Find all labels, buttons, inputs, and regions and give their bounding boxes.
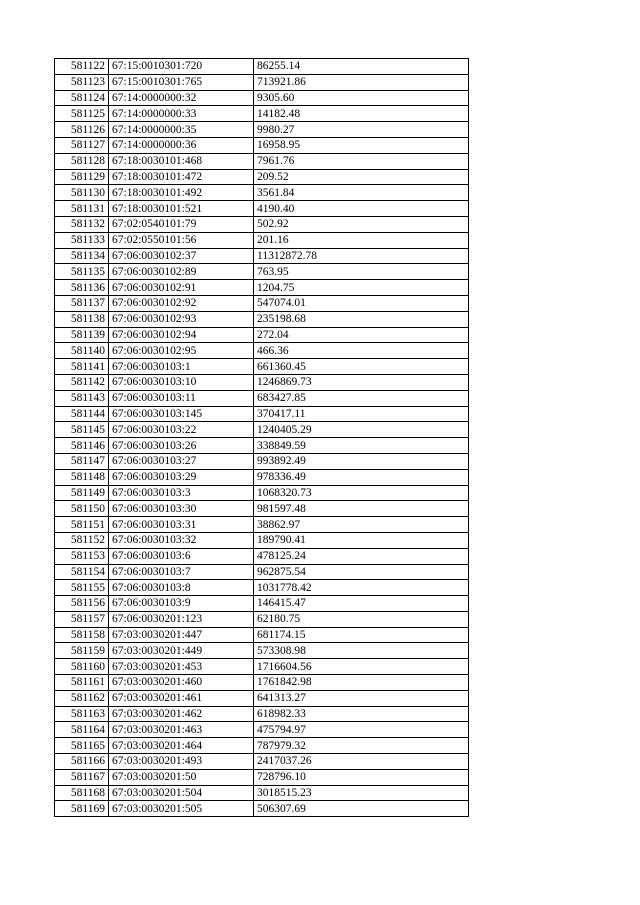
table-row [55, 59, 469, 75]
cadastral-number-cell: 67:03:0030201:460 [109, 675, 254, 691]
cadastral-number-cell: 67:06:0030102:93 [109, 311, 254, 327]
row-id-cell: 581143 [55, 390, 109, 406]
row-id-cell: 581135 [55, 264, 109, 280]
table-row [55, 769, 469, 785]
cadastral-number-cell: 67:06:0030103:9 [109, 596, 254, 612]
row-id-cell: 581163 [55, 706, 109, 722]
row-id-cell: 581164 [55, 722, 109, 738]
row-id-cell: 581157 [55, 611, 109, 627]
data-table [54, 58, 469, 817]
row-id-cell: 581129 [55, 169, 109, 185]
table-row [55, 501, 469, 517]
cadastral-number-cell: 67:03:0030201:453 [109, 659, 254, 675]
cadastral-number-cell: 67:06:0030103:31 [109, 517, 254, 533]
value-cell: 189790.41 [254, 532, 469, 548]
row-id-cell: 581147 [55, 453, 109, 469]
row-id-cell: 581162 [55, 690, 109, 706]
cadastral-number-cell: 67:06:0030102:91 [109, 280, 254, 296]
row-id-cell: 581169 [55, 801, 109, 817]
value-cell: 11312872.78 [254, 248, 469, 264]
cadastral-number-cell: 67:14:0000000:35 [109, 122, 254, 138]
row-id-cell: 581158 [55, 627, 109, 643]
table-row [55, 185, 469, 201]
value-cell: 7961.76 [254, 153, 469, 169]
cadastral-number-cell: 67:06:0030102:94 [109, 327, 254, 343]
value-cell: 1204.75 [254, 280, 469, 296]
table-body [55, 59, 469, 817]
value-cell: 38862.97 [254, 517, 469, 533]
table-row [55, 438, 469, 454]
value-cell: 506307.69 [254, 801, 469, 817]
table-row [55, 469, 469, 485]
value-cell: 713921.86 [254, 74, 469, 90]
table-row [55, 564, 469, 580]
cadastral-number-cell: 67:03:0030201:461 [109, 690, 254, 706]
value-cell: 502.92 [254, 216, 469, 232]
table-row [55, 517, 469, 533]
cadastral-number-cell: 67:03:0030201:447 [109, 627, 254, 643]
row-id-cell: 581138 [55, 311, 109, 327]
value-cell: 201.16 [254, 232, 469, 248]
value-cell: 9305.60 [254, 90, 469, 106]
row-id-cell: 581142 [55, 374, 109, 390]
value-cell: 235198.68 [254, 311, 469, 327]
table-row [55, 548, 469, 564]
cadastral-number-cell: 67:06:0030103:6 [109, 548, 254, 564]
row-id-cell: 581146 [55, 438, 109, 454]
table-row [55, 596, 469, 612]
cadastral-number-cell: 67:14:0000000:32 [109, 90, 254, 106]
cadastral-number-cell: 67:14:0000000:33 [109, 106, 254, 122]
row-id-cell: 581151 [55, 517, 109, 533]
row-id-cell: 581141 [55, 359, 109, 375]
row-id-cell: 581150 [55, 501, 109, 517]
cadastral-number-cell: 67:06:0030103:26 [109, 438, 254, 454]
row-id-cell: 581152 [55, 532, 109, 548]
row-id-cell: 581155 [55, 580, 109, 596]
cadastral-number-cell: 67:06:0030103:145 [109, 406, 254, 422]
table-row [55, 675, 469, 691]
table-row [55, 232, 469, 248]
row-id-cell: 581166 [55, 754, 109, 770]
value-cell: 993892.49 [254, 453, 469, 469]
table-row [55, 422, 469, 438]
row-id-cell: 581156 [55, 596, 109, 612]
row-id-cell: 581161 [55, 675, 109, 691]
cadastral-number-cell: 67:06:0030103:7 [109, 564, 254, 580]
value-cell: 9980.27 [254, 122, 469, 138]
row-id-cell: 581122 [55, 59, 109, 75]
value-cell: 3018515.23 [254, 785, 469, 801]
row-id-cell: 581130 [55, 185, 109, 201]
row-id-cell: 581126 [55, 122, 109, 138]
value-cell: 14182.48 [254, 106, 469, 122]
cadastral-number-cell: 67:03:0030201:462 [109, 706, 254, 722]
table-row [55, 754, 469, 770]
row-id-cell: 581165 [55, 738, 109, 754]
cadastral-number-cell: 67:03:0030201:505 [109, 801, 254, 817]
table-row [55, 122, 469, 138]
row-id-cell: 581159 [55, 643, 109, 659]
cadastral-number-cell: 67:06:0030102:89 [109, 264, 254, 280]
row-id-cell: 581140 [55, 343, 109, 359]
table-row [55, 248, 469, 264]
value-cell: 62180.75 [254, 611, 469, 627]
value-cell: 1068320.73 [254, 485, 469, 501]
cadastral-number-cell: 67:06:0030103:30 [109, 501, 254, 517]
table-row [55, 801, 469, 817]
table-row [55, 374, 469, 390]
value-cell: 962875.54 [254, 564, 469, 580]
value-cell: 1761842.98 [254, 675, 469, 691]
value-cell: 86255.14 [254, 59, 469, 75]
table-row [55, 611, 469, 627]
cadastral-number-cell: 67:18:0030101:521 [109, 201, 254, 217]
value-cell: 728796.10 [254, 769, 469, 785]
table-row [55, 406, 469, 422]
value-cell: 787979.32 [254, 738, 469, 754]
row-id-cell: 581137 [55, 295, 109, 311]
value-cell: 981597.48 [254, 501, 469, 517]
value-cell: 4190.40 [254, 201, 469, 217]
table-row [55, 722, 469, 738]
row-id-cell: 581144 [55, 406, 109, 422]
cadastral-number-cell: 67:03:0030201:504 [109, 785, 254, 801]
row-id-cell: 581134 [55, 248, 109, 264]
table-row [55, 153, 469, 169]
table-row [55, 643, 469, 659]
value-cell: 466.36 [254, 343, 469, 359]
value-cell: 475794.97 [254, 722, 469, 738]
value-cell: 1246869.73 [254, 374, 469, 390]
table-row [55, 485, 469, 501]
table-row [55, 659, 469, 675]
table-row [55, 532, 469, 548]
cadastral-number-cell: 67:18:0030101:492 [109, 185, 254, 201]
table-row [55, 359, 469, 375]
cadastral-number-cell: 67:06:0030103:1 [109, 359, 254, 375]
table-row [55, 311, 469, 327]
value-cell: 763.95 [254, 264, 469, 280]
cadastral-number-cell: 67:06:0030102:95 [109, 343, 254, 359]
cadastral-number-cell: 67:18:0030101:468 [109, 153, 254, 169]
cadastral-number-cell: 67:06:0030103:29 [109, 469, 254, 485]
table-row [55, 90, 469, 106]
row-id-cell: 581128 [55, 153, 109, 169]
value-cell: 209.52 [254, 169, 469, 185]
cadastral-number-cell: 67:02:0540101:79 [109, 216, 254, 232]
value-cell: 618982.33 [254, 706, 469, 722]
row-id-cell: 581136 [55, 280, 109, 296]
cadastral-number-cell: 67:15:0010301:765 [109, 74, 254, 90]
table-row [55, 169, 469, 185]
row-id-cell: 581131 [55, 201, 109, 217]
cadastral-number-cell: 67:03:0030201:464 [109, 738, 254, 754]
cadastral-number-cell: 67:06:0030103:3 [109, 485, 254, 501]
table-row [55, 295, 469, 311]
cadastral-number-cell: 67:06:0030201:123 [109, 611, 254, 627]
table-row [55, 280, 469, 296]
value-cell: 978336.49 [254, 469, 469, 485]
row-id-cell: 581127 [55, 137, 109, 153]
cadastral-number-cell: 67:06:0030103:8 [109, 580, 254, 596]
value-cell: 16958.95 [254, 137, 469, 153]
value-cell: 3561.84 [254, 185, 469, 201]
value-cell: 661360.45 [254, 359, 469, 375]
row-id-cell: 581125 [55, 106, 109, 122]
cadastral-number-cell: 67:06:0030103:11 [109, 390, 254, 406]
table-row [55, 627, 469, 643]
table-row [55, 453, 469, 469]
value-cell: 338849.59 [254, 438, 469, 454]
cadastral-number-cell: 67:06:0030103:32 [109, 532, 254, 548]
value-cell: 146415.47 [254, 596, 469, 612]
cadastral-number-cell: 67:06:0030103:22 [109, 422, 254, 438]
value-cell: 272.04 [254, 327, 469, 343]
value-cell: 370417.11 [254, 406, 469, 422]
value-cell: 681174.15 [254, 627, 469, 643]
cadastral-number-cell: 67:03:0030201:50 [109, 769, 254, 785]
value-cell: 1716604.56 [254, 659, 469, 675]
row-id-cell: 581153 [55, 548, 109, 564]
value-cell: 547074.01 [254, 295, 469, 311]
table-row [55, 106, 469, 122]
table-row [55, 706, 469, 722]
cadastral-number-cell: 67:06:0030103:10 [109, 374, 254, 390]
cadastral-number-cell: 67:03:0030201:463 [109, 722, 254, 738]
value-cell: 2417037.26 [254, 754, 469, 770]
row-id-cell: 581145 [55, 422, 109, 438]
row-id-cell: 581124 [55, 90, 109, 106]
cadastral-number-cell: 67:03:0030201:493 [109, 754, 254, 770]
cadastral-number-cell: 67:18:0030101:472 [109, 169, 254, 185]
cadastral-number-cell: 67:06:0030103:27 [109, 453, 254, 469]
table-row [55, 785, 469, 801]
table-row [55, 390, 469, 406]
table-row [55, 738, 469, 754]
row-id-cell: 581154 [55, 564, 109, 580]
row-id-cell: 581167 [55, 769, 109, 785]
value-cell: 478125.24 [254, 548, 469, 564]
table-row [55, 201, 469, 217]
value-cell: 683427.85 [254, 390, 469, 406]
cadastral-number-cell: 67:14:0000000:36 [109, 137, 254, 153]
row-id-cell: 581148 [55, 469, 109, 485]
table-row [55, 137, 469, 153]
cadastral-number-cell: 67:06:0030102:92 [109, 295, 254, 311]
cadastral-number-cell: 67:02:0550101:56 [109, 232, 254, 248]
row-id-cell: 581132 [55, 216, 109, 232]
row-id-cell: 581123 [55, 74, 109, 90]
table-row [55, 580, 469, 596]
row-id-cell: 581160 [55, 659, 109, 675]
value-cell: 1031778.42 [254, 580, 469, 596]
row-id-cell: 581133 [55, 232, 109, 248]
table-row [55, 264, 469, 280]
row-id-cell: 581168 [55, 785, 109, 801]
cadastral-number-cell: 67:03:0030201:449 [109, 643, 254, 659]
value-cell: 1240405.29 [254, 422, 469, 438]
value-cell: 573308.98 [254, 643, 469, 659]
table-row [55, 327, 469, 343]
table-row [55, 343, 469, 359]
table-row [55, 74, 469, 90]
table-row [55, 690, 469, 706]
row-id-cell: 581149 [55, 485, 109, 501]
table-row [55, 216, 469, 232]
row-id-cell: 581139 [55, 327, 109, 343]
cadastral-number-cell: 67:15:0010301:720 [109, 59, 254, 75]
value-cell: 641313.27 [254, 690, 469, 706]
cadastral-number-cell: 67:06:0030102:37 [109, 248, 254, 264]
